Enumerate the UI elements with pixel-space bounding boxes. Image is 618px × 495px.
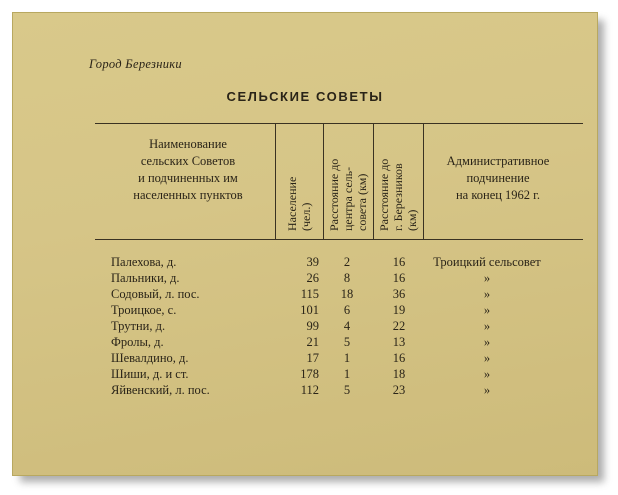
header-line: г. Березников: [391, 163, 405, 231]
header-line: Наименование: [149, 137, 227, 151]
cell-admin: »: [483, 287, 491, 301]
cell-name: Шевалдино, д.: [111, 351, 189, 365]
column-divider: [373, 123, 374, 239]
cell-name: Содовый, л. пос.: [111, 287, 200, 301]
header-line: (км): [405, 209, 419, 231]
cell-distance-berezniki: 19: [392, 303, 406, 317]
cell-admin: »: [483, 383, 491, 397]
column-divider: [323, 123, 324, 239]
cell-name: Яйвенский, л. пос.: [111, 383, 210, 397]
cell-distance-berezniki: 36: [392, 287, 406, 301]
header-line: подчинение: [466, 171, 530, 185]
header-line: совета (км): [355, 173, 369, 231]
header-line: и подчиненных им: [138, 171, 238, 185]
cell-distance-center: 8: [343, 271, 351, 285]
table-row: [13, 319, 597, 335]
cell-name: Палехова, д.: [111, 255, 177, 269]
cell-admin: »: [483, 367, 491, 381]
cell-population: 178: [300, 367, 319, 381]
cell-distance-berezniki: 16: [392, 351, 406, 365]
cell-admin: »: [483, 351, 491, 365]
cell-population: 26: [306, 271, 319, 285]
document-page: [12, 12, 598, 476]
cell-distance-center: 2: [343, 255, 351, 269]
table-top-rule: [95, 123, 583, 124]
table-row: [13, 271, 597, 287]
header-distance-berezniki: [377, 159, 419, 231]
cell-population: 21: [306, 335, 319, 349]
cell-admin: Троицкий сельсовет: [433, 255, 541, 269]
table-row: [13, 255, 597, 271]
cell-name: Пальники, д.: [111, 271, 180, 285]
running-head: Город Березники: [89, 57, 182, 71]
cell-admin: »: [483, 319, 491, 333]
cell-population: 17: [306, 351, 319, 365]
header-line: Административное: [446, 154, 550, 168]
header-population: [285, 177, 313, 231]
header-line: Расстояние до: [377, 158, 391, 231]
table-row: [13, 303, 597, 319]
cell-distance-berezniki: 16: [392, 271, 406, 285]
cell-population: 112: [300, 383, 319, 397]
cell-name: Трутни, д.: [111, 319, 166, 333]
header-line: населенных пунктов: [133, 188, 243, 202]
header-name: [105, 136, 271, 204]
table-row: [13, 287, 597, 303]
cell-population: 101: [300, 303, 319, 317]
cell-admin: »: [483, 303, 491, 317]
table-header-rule: [95, 239, 583, 240]
cell-distance-center: 4: [343, 319, 351, 333]
header-admin: [431, 153, 565, 204]
table-row: [13, 351, 597, 367]
cell-admin: »: [483, 335, 491, 349]
cell-distance-center: 18: [340, 287, 354, 301]
cell-distance-berezniki: 16: [392, 255, 406, 269]
header-line: Население: [285, 176, 299, 231]
cell-distance-center: 6: [343, 303, 351, 317]
section-title: СЕЛЬСКИЕ СОВЕТЫ: [226, 89, 384, 104]
header-line: центра сель-: [341, 166, 355, 231]
table-row: [13, 383, 597, 399]
cell-distance-center: 1: [343, 367, 351, 381]
cell-distance-berezniki: 22: [392, 319, 406, 333]
cell-population: 115: [300, 287, 319, 301]
header-line: Расстояние до: [327, 158, 341, 231]
cell-distance-center: 5: [343, 335, 351, 349]
cell-population: 39: [306, 255, 319, 269]
cell-distance-berezniki: 18: [392, 367, 406, 381]
cell-population: 99: [306, 319, 319, 333]
cell-name: Шиши, д. и ст.: [111, 367, 189, 381]
cell-name: Троицкое, с.: [111, 303, 177, 317]
table-row: [13, 367, 597, 383]
cell-admin: »: [483, 271, 491, 285]
header-line: на конец 1962 г.: [455, 188, 541, 202]
cell-distance-center: 1: [343, 351, 351, 365]
cell-distance-berezniki: 13: [392, 335, 406, 349]
cell-distance-center: 5: [343, 383, 351, 397]
header-line: (чел.): [299, 202, 313, 231]
table-row: [13, 335, 597, 351]
header-line: сельских Советов: [140, 154, 236, 168]
column-divider: [275, 123, 276, 239]
header-distance-center: [327, 159, 369, 231]
cell-distance-berezniki: 23: [392, 383, 406, 397]
column-divider: [423, 123, 424, 239]
cell-name: Фролы, д.: [111, 335, 164, 349]
